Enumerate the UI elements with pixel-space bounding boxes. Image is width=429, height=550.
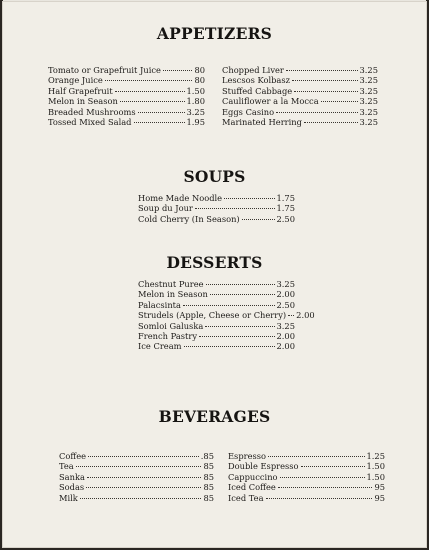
menu-item-price: 85 <box>203 461 214 472</box>
menu-item-name: Iced Tea <box>228 492 264 503</box>
menu-item-row <box>222 86 378 96</box>
menu-item-price: .85 <box>200 451 214 461</box>
menu-item-name: Iced Coffee <box>228 482 276 493</box>
menu-item-row <box>228 451 385 461</box>
dot-leader <box>206 283 275 285</box>
dot-leader <box>105 79 193 81</box>
dot-leader <box>286 69 358 71</box>
menu-item-name: Milk <box>59 492 78 503</box>
menu-item-row <box>228 461 385 471</box>
menu-item-price: 1.25 <box>366 451 385 461</box>
menu-item-name: Lescsos Kolbasz <box>222 75 290 86</box>
menu-item-price: 3.25 <box>276 279 295 289</box>
menu-item-row <box>138 300 295 310</box>
menu-item-price: 85 <box>203 471 214 482</box>
menu-item-row <box>48 75 205 85</box>
soups-list <box>138 193 295 224</box>
desserts-list <box>138 279 315 352</box>
dot-leader <box>184 345 275 347</box>
menu-item-price: 80 <box>194 75 205 86</box>
menu-item-row <box>48 107 205 117</box>
menu-item-row <box>138 331 295 341</box>
menu-item-row <box>138 214 295 224</box>
menu-item-row <box>48 117 205 127</box>
menu-item-name: Palacsinta <box>138 299 181 310</box>
dot-leader <box>86 486 201 488</box>
menu-item-row <box>59 451 214 461</box>
dot-leader <box>80 497 202 499</box>
menu-item-name: Strudels (Apple, Cheese or Cherry) <box>138 310 287 321</box>
appetizers-left-list <box>48 65 205 127</box>
menu-item-name: Tomato or Grapefruit Juice <box>48 65 161 75</box>
dot-leader <box>120 100 185 102</box>
menu-item-row <box>59 472 214 482</box>
menu-item-row <box>138 321 295 331</box>
dot-leader <box>87 476 201 478</box>
menu-item-name: Cappuccino <box>228 471 278 482</box>
menu-item-price: 3.25 <box>359 117 378 128</box>
dot-leader <box>278 486 373 488</box>
menu-item-name: Home Made Noodle <box>138 193 223 203</box>
menu-item-name: Soup du Jour <box>138 203 193 214</box>
menu-item-price: 95 <box>374 492 385 503</box>
menu-item-name: Tea <box>59 461 74 472</box>
menu-item-row <box>138 310 315 321</box>
dot-leader <box>138 111 185 113</box>
menu-item-price: 2.00 <box>276 341 295 352</box>
soups-heading: SOUPS <box>183 167 246 186</box>
menu-item-row <box>222 75 378 85</box>
dot-leader <box>301 465 365 467</box>
menu-item-name: Chestnut Puree <box>138 279 204 289</box>
dot-leader <box>304 121 358 123</box>
menu-item-name: Double Espresso <box>228 461 299 472</box>
menu-item-name: Sanka <box>59 471 85 482</box>
menu-item-price: 3.25 <box>276 320 295 331</box>
menu-item-row <box>48 65 205 75</box>
menu-item-name: Cauliflower a la Mocca <box>222 96 319 107</box>
menu-item-name: Eggs Casino <box>222 106 275 117</box>
appetizers-heading: APPETIZERS <box>156 24 273 43</box>
menu-item-row <box>138 193 295 203</box>
menu-item-name: Somloi Galuska <box>138 320 204 331</box>
menu-item-name: Stuffed Cabbage <box>222 85 293 96</box>
beverages-heading: BEVERAGES <box>158 407 271 426</box>
menu-item-row <box>222 96 378 106</box>
menu-item-price: 3.25 <box>359 96 378 107</box>
dot-leader <box>195 207 275 209</box>
beverages-left-list <box>59 451 214 503</box>
dot-leader <box>183 304 275 306</box>
menu-item-row <box>222 107 378 117</box>
menu-item-row <box>222 65 378 75</box>
beverages-right-list <box>228 451 385 503</box>
menu-item-price: 3.25 <box>359 85 378 96</box>
menu-item-price: 1.95 <box>186 117 205 128</box>
dot-leader <box>163 69 193 71</box>
menu-item-name: Melon in Season <box>48 96 118 107</box>
menu-item-price: 85 <box>203 482 214 493</box>
menu-item-row <box>59 482 214 492</box>
menu-item-row <box>48 96 205 106</box>
menu-item-name: Espresso <box>228 451 267 461</box>
menu-item-price: 1.50 <box>366 471 385 482</box>
appetizers-right-list <box>222 65 378 127</box>
menu-item-price: 2.50 <box>276 213 295 224</box>
menu-item-price: 85 <box>203 492 214 503</box>
dot-leader <box>242 218 275 220</box>
menu-item-name: Breaded Mushrooms <box>48 106 136 117</box>
dot-leader <box>224 197 274 199</box>
menu-item-price: 1.50 <box>366 461 385 472</box>
menu-item-price: 2.00 <box>276 331 295 342</box>
menu-item-name: Half Grapefruit <box>48 85 113 96</box>
menu-item-row <box>228 493 385 503</box>
menu-item-row <box>222 117 378 127</box>
menu-item-price: 3.25 <box>359 65 378 75</box>
menu-item-price: 2.00 <box>276 289 295 300</box>
menu-item-price: 2.00 <box>296 310 315 321</box>
menu-item-price: 1.50 <box>186 85 205 96</box>
dot-leader <box>134 121 185 123</box>
menu-item-row <box>59 461 214 471</box>
menu-item-price: 1.75 <box>276 203 295 214</box>
menu-item-name: Melon in Season <box>138 289 208 300</box>
menu-item-row <box>59 493 214 503</box>
menu-item-name: Marinated Herring <box>222 117 302 128</box>
menu-item-row <box>138 289 295 299</box>
dot-leader <box>76 465 202 467</box>
menu-item-name: Chopped Liver <box>222 65 284 75</box>
menu-item-name: French Pastry <box>138 331 198 342</box>
menu-item-row <box>228 472 385 482</box>
menu-item-price: 3.25 <box>186 106 205 117</box>
dot-leader <box>294 90 357 92</box>
desserts-heading: DESSERTS <box>166 253 263 272</box>
menu-item-price: 80 <box>194 65 205 75</box>
menu-item-price: 1.75 <box>276 193 295 203</box>
menu-item-price: 1.80 <box>186 96 205 107</box>
menu-item-name: Coffee <box>59 451 87 461</box>
dot-leader <box>199 335 275 337</box>
menu-item-price: 2.50 <box>276 299 295 310</box>
menu-item-row <box>228 482 385 492</box>
menu-item-row <box>138 203 295 213</box>
dot-leader <box>210 293 275 295</box>
dot-leader <box>321 100 358 102</box>
menu-item-name: Ice Cream <box>138 341 182 352</box>
menu-item-row <box>138 341 295 351</box>
dot-leader <box>292 79 358 81</box>
dot-leader <box>115 90 185 92</box>
menu-item-row <box>48 86 205 96</box>
menu-item-row <box>138 279 295 289</box>
dot-leader <box>268 455 365 457</box>
dot-leader <box>88 455 199 457</box>
dot-leader <box>276 111 357 113</box>
dot-leader <box>288 314 294 316</box>
menu-item-price: 3.25 <box>359 75 378 86</box>
dot-leader <box>280 476 365 478</box>
dot-leader <box>205 325 274 327</box>
menu-item-name: Tossed Mixed Salad <box>48 117 132 128</box>
menu-item-name: Orange Juice <box>48 75 103 86</box>
dot-leader <box>266 497 373 499</box>
menu-item-name: Cold Cherry (In Season) <box>138 213 240 224</box>
menu-item-name: Sodas <box>59 482 85 493</box>
menu-item-price: 3.25 <box>359 106 378 117</box>
menu-item-price: 95 <box>374 482 385 493</box>
